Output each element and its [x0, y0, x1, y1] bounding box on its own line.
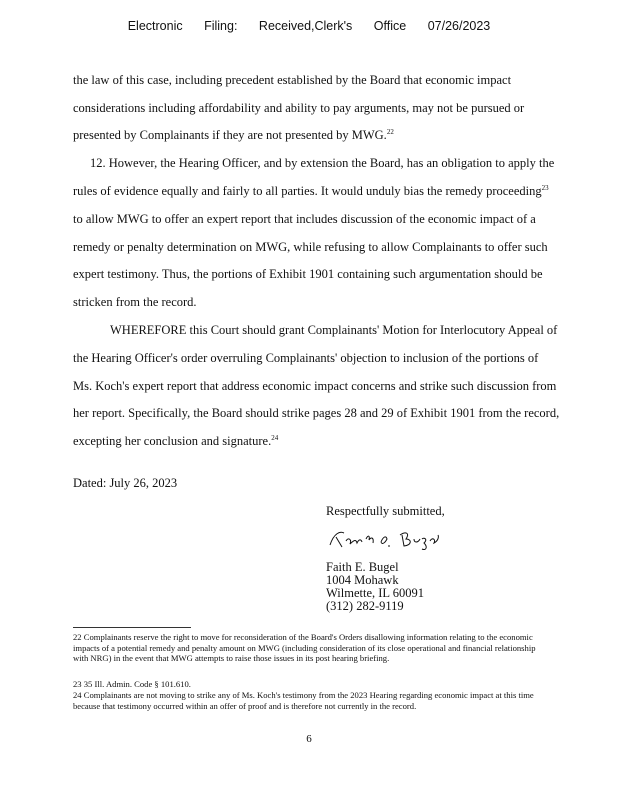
- footnote-ref-24: 24: [271, 434, 279, 442]
- body-line: Ms. Koch's expert report that address economic impact concerns and strike such discussion from: [73, 379, 557, 393]
- signature-image: [326, 527, 441, 553]
- body-line: WHEREFORE this Court should grant Complainants' Motion for Interlocutory Appeal of: [110, 323, 558, 337]
- header-received: Received,Clerk's: [258, 19, 353, 33]
- dated-line: Dated: July 26, 2023: [73, 476, 178, 490]
- address-line-2: Wilmette, IL 60091: [326, 586, 424, 600]
- body-line: presented by Complainants if they are not presented by MWG.$^{22}$: [73, 128, 394, 143]
- body-line: her report. Specifically, the Board should strike pages 28 and 29 of Exhibit 1901 from the record,: [73, 406, 560, 420]
- body-line: 12. However, the Hearing Officer, and by extension the Board, has an obligation to apply the: [90, 156, 555, 170]
- address-line-1: 1004 Mohawk: [326, 573, 399, 587]
- filing-header: [0, 19, 618, 33]
- footnote-22: 22 Complainants reserve the right to move for reconsideration of the Board's Orders disallowing information relating to the economic impacts of a potential remedy and penalty amount on MWG (including consideration of its close operational and financial relationship with NRG) in the event that MWG attempts to raise those issues in its post hearing briefing.: [73, 632, 536, 664]
- page-number: 6: [306, 733, 312, 745]
- header-date: 07/26/2023: [427, 19, 491, 33]
- phone-number: (312) 282-9119: [326, 599, 404, 613]
- footnote-ref-23: 23: [541, 184, 549, 192]
- body-line: the Hearing Officer's order overruling Complainants' objection to inclusion of the portions of: [73, 351, 539, 365]
- body-line: rules of evidence equally and fairly to all parties. It would unduly bias the remedy proceeding$^{23}$: [73, 184, 549, 199]
- body-line: to allow MWG to offer an expert report that includes discussion of the economic impact of a: [73, 212, 536, 226]
- footnote-ref-22: 22: [386, 128, 394, 136]
- footnote-24: 24 Complainants are not moving to strike any of Ms. Koch's testimony from the 2023 Hearing regarding economic impact at this time because that testimony occurred within an offer of proof and is therefore not currently in the record.: [73, 690, 534, 711]
- body-line: excepting her conclusion and signature.$^{24}$: [73, 434, 279, 449]
- footnote-23: 23 35 Ill. Admin. Code § 101.610.: [73, 679, 191, 689]
- header-filing: Filing:: [204, 19, 238, 33]
- header-electronic: Electronic: [127, 19, 183, 33]
- body-line: stricken from the record.: [73, 295, 197, 309]
- header-office: Office: [373, 19, 407, 33]
- signer-name: Faith E. Bugel: [326, 560, 399, 574]
- body-line: the law of this case, including precedent established by the Board that economic impact: [73, 73, 512, 87]
- footnote-divider: [73, 627, 191, 628]
- closing: Respectfully submitted,: [326, 504, 445, 518]
- body-line: considerations including affordability and ability to pay arguments, may not be pursued or: [73, 101, 525, 115]
- body-line: remedy or penalty determination on MWG, while refusing to allow Complainants to offer such: [73, 240, 548, 254]
- body-line: expert testimony. Thus, the portions of Exhibit 1901 containing such argumentation should be: [73, 267, 543, 281]
